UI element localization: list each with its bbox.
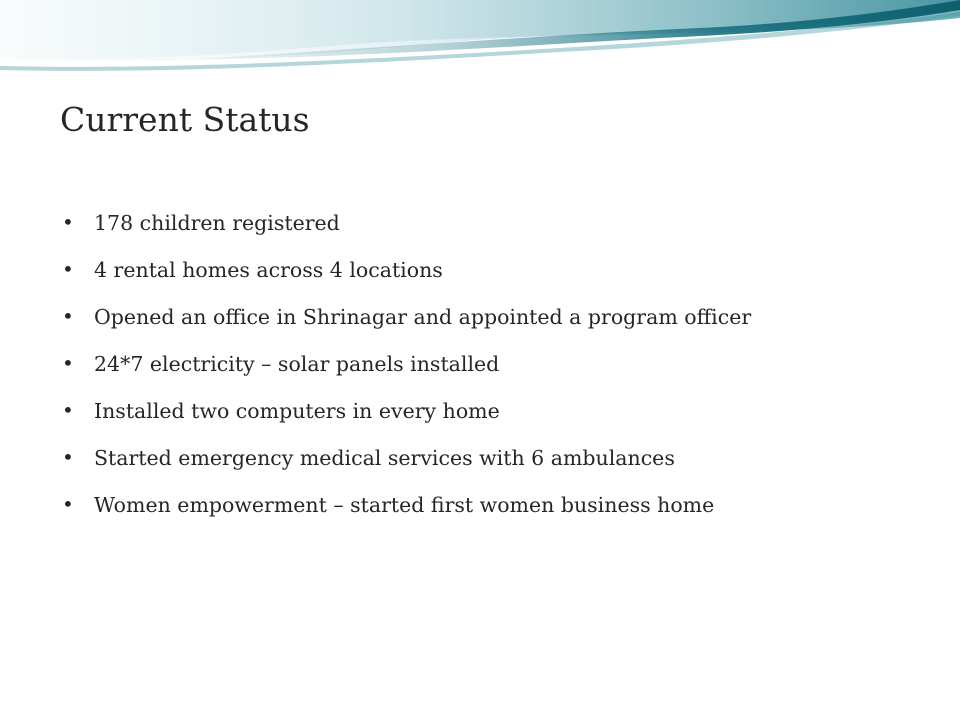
list-item-text: 4 rental homes across 4 locations	[94, 258, 443, 282]
bullet-icon: •	[62, 304, 74, 328]
list-item	[60, 391, 751, 438]
bullet-icon: •	[62, 257, 74, 281]
bullet-icon: •	[62, 398, 74, 422]
list-item	[60, 297, 751, 344]
list-item-text: Started emergency medical services with 6 ambulances	[94, 446, 675, 470]
list-item-text: Women empowerment – started first women business home	[94, 493, 715, 517]
list-item	[60, 485, 751, 532]
list-item	[60, 438, 751, 485]
list-item	[60, 250, 751, 297]
list-item	[60, 344, 751, 391]
bullet-list	[60, 203, 751, 532]
bullet-icon: •	[62, 445, 74, 469]
bullet-icon: •	[62, 351, 74, 375]
decorative-wave-banner	[0, 0, 960, 80]
list-item-text: 178 children registered	[94, 211, 340, 235]
bullet-icon: •	[62, 492, 74, 516]
list-item-text: Installed two computers in every home	[94, 399, 500, 423]
bullet-icon: •	[62, 210, 74, 234]
list-item-text: 24*7 electricity – solar panels installed	[94, 352, 500, 376]
slide-title: Current Status	[60, 100, 310, 139]
list-item-text: Opened an office in Shrinagar and appointed a program officer	[94, 305, 752, 329]
list-item	[60, 203, 751, 250]
